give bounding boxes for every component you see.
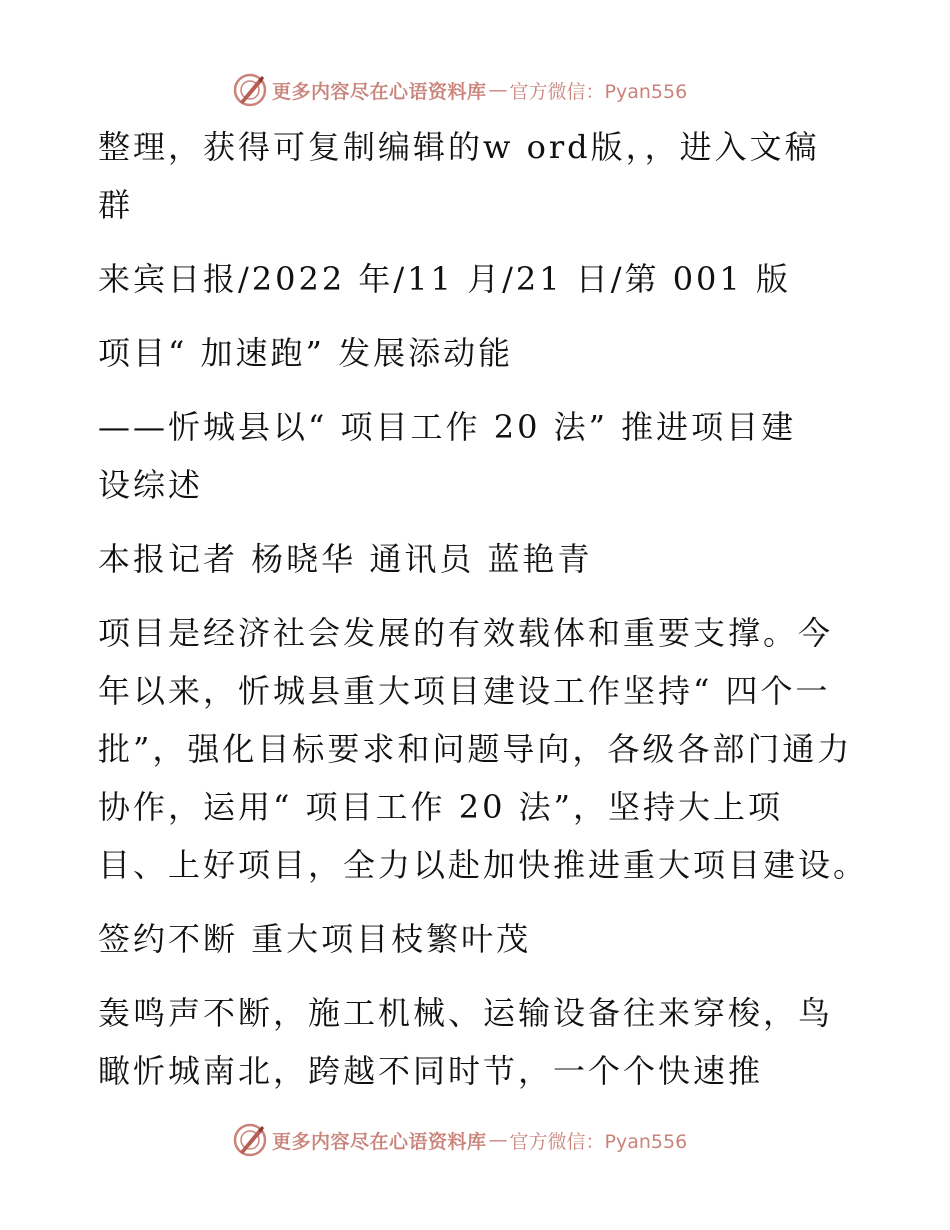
text-line: 批”，强化目标要求和问题导向，各级各部门通力	[98, 730, 853, 768]
paragraph-source	[98, 250, 858, 308]
article-subheadline	[98, 398, 858, 514]
article-body	[98, 118, 869, 1100]
watermark-contact: 官方微信：Pyan556	[509, 1130, 688, 1153]
pen-logo-icon	[232, 1122, 268, 1158]
watermark-dash: —	[488, 79, 508, 101]
text-line: 项目是经济社会发展的有效载体和重要支撑。今	[98, 614, 834, 652]
text-line: 来宾日报/2022 年/11 月/21 日/第 001 版	[98, 260, 791, 298]
text-line: 群	[98, 186, 134, 224]
paragraph	[98, 118, 858, 234]
text-line: 签约不断 重大项目枝繁叶茂	[98, 920, 532, 958]
paragraph	[98, 604, 869, 894]
text-line: 本报记者 杨晓华 通讯员 蓝艳青	[98, 540, 593, 578]
pen-logo-icon	[232, 72, 268, 108]
section-heading	[98, 910, 858, 968]
watermark-banner-top	[232, 70, 752, 110]
article-headline	[98, 324, 858, 382]
text-line: 整理，获得可复制编辑的w ord版，，进入文稿	[98, 128, 820, 166]
text-line: 协作，运用“ 项目工作 20 法”，坚持大上项	[98, 788, 783, 826]
text-line: 设综述	[98, 466, 204, 504]
text-line: 项目“ 加速跑” 发展添动能	[98, 334, 514, 372]
text-line: 目、上好项目，全力以赴加快推进重大项目建设。	[98, 846, 869, 884]
watermark-site-text: 更多内容尽在心语资料库	[272, 80, 487, 103]
text-line: 轰鸣声不断，施工机械、运输设备往来穿梭，鸟	[98, 994, 834, 1032]
watermark-banner-bottom	[232, 1120, 752, 1160]
watermark-site-text: 更多内容尽在心语资料库	[272, 1130, 487, 1153]
byline	[98, 530, 858, 588]
text-line: ——忻城县以“ 项目工作 20 法” 推进项目建	[98, 408, 797, 446]
text-line: 年以来，忻城县重大项目建设工作坚持“ 四个一	[98, 672, 831, 710]
text-line: 瞰忻城南北，跨越不同时节，一个个快速推	[98, 1052, 764, 1090]
watermark-dash: —	[488, 1129, 508, 1151]
watermark-contact: 官方微信：Pyan556	[509, 80, 688, 103]
paragraph	[98, 984, 858, 1100]
